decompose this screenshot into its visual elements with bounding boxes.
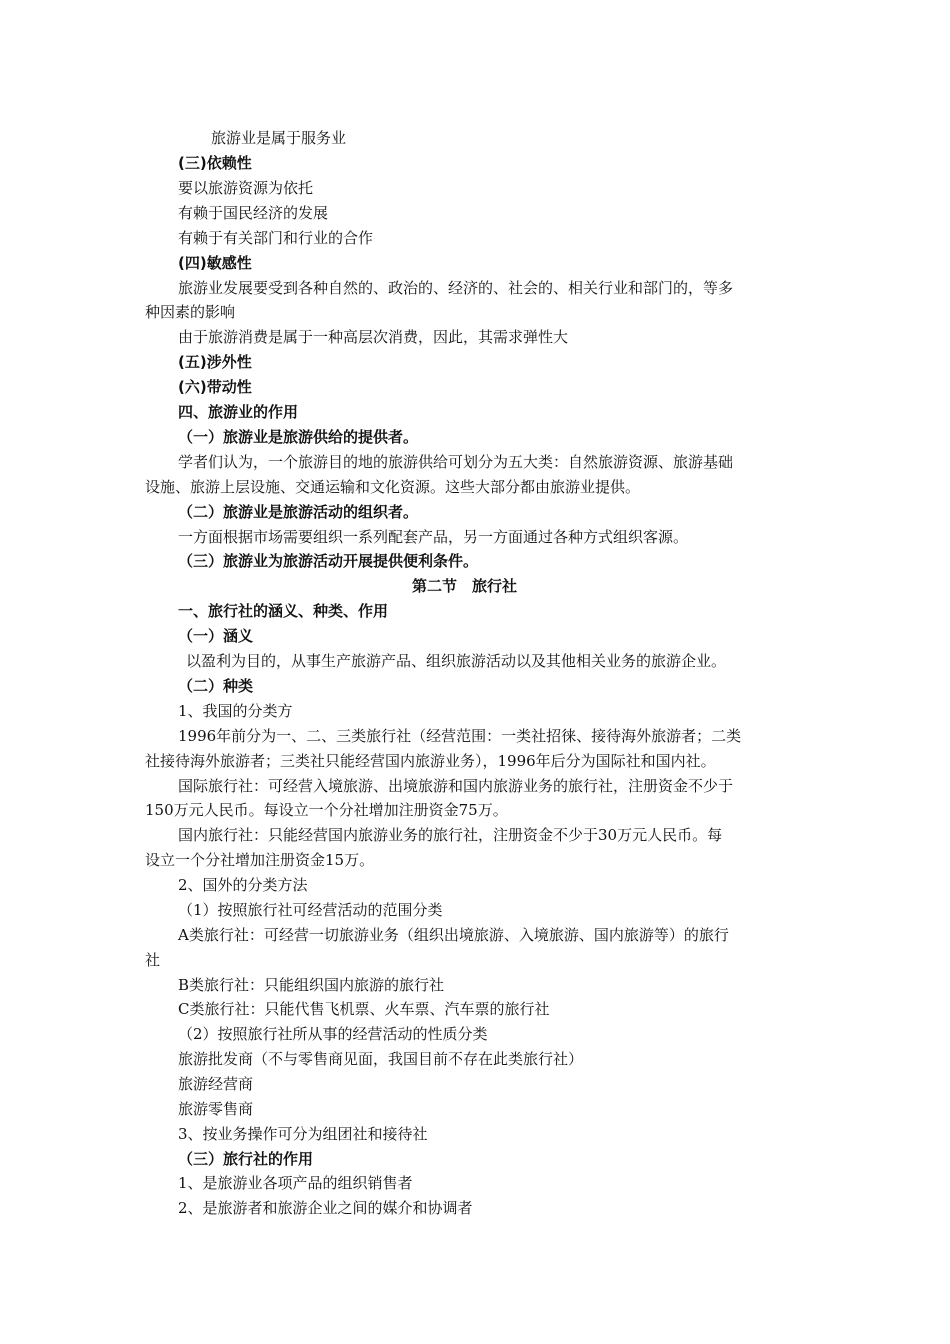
text-line: 要以旅游资源为依托	[178, 179, 314, 197]
text-line: 2、是旅游者和旅游企业之间的媒介和协调者	[178, 1199, 473, 1217]
heading: （二）旅游业是旅游活动的组织者。	[178, 503, 419, 521]
text-line: 旅游业发展要受到各种自然的、政治的、经济的、社会的、相关行业和部门的，等多	[178, 279, 734, 297]
text-line: 1、我国的分类方	[178, 702, 293, 720]
text-line: 3、按业务操作可分为组团社和接待社	[178, 1125, 428, 1143]
text-line: 种因素的影响	[145, 303, 236, 321]
text-line: 国际旅行社：可经营入境旅游、出境旅游和国内旅游业务的旅行社，注册资金不少于	[178, 777, 734, 795]
text-line: 有赖于有关部门和行业的合作	[178, 229, 374, 247]
heading: （二）种类	[178, 677, 254, 695]
heading: （一）旅游业是旅游供给的提供者。	[178, 428, 419, 446]
heading: (四)敏感性	[178, 254, 252, 272]
text-line: 设立一个分社增加注册资金15万。	[145, 851, 375, 869]
section-title: 第二节 旅行社	[412, 577, 518, 595]
text-line: 150万元人民币。每设立一个分社增加注册资金75万。	[145, 801, 508, 819]
text-line: 设施、旅游上层设施、交通运输和文化资源。这些大部分都由旅游业提供。	[145, 478, 641, 496]
heading: (六)带动性	[178, 378, 252, 396]
text-line: C类旅行社：只能代售飞机票、火车票、汽车票的旅行社	[178, 1000, 550, 1018]
heading: （三）旅游业为旅游活动开展提供便利条件。	[178, 552, 479, 570]
heading: 一、旅行社的涵义、种类、作用	[178, 602, 389, 620]
heading: 四、旅游业的作用	[178, 403, 299, 421]
text-line: 一方面根据市场需要组织一系列配套产品，另一方面通过各种方式组织客源。	[178, 528, 689, 546]
heading: （三）旅行社的作用	[178, 1150, 314, 1168]
text-line: 2、国外的分类方法	[178, 876, 308, 894]
text-line: 以盈利为目的，从事生产旅游产品、组织旅游活动以及其他相关业务的旅游企业。	[186, 652, 727, 670]
text-line: 1、是旅游业各项产品的组织销售者	[178, 1174, 413, 1192]
text-line: 旅游经营商	[178, 1075, 254, 1093]
text-line: （2）按照旅行社所从事的经营活动的性质分类	[178, 1025, 488, 1043]
heading: （一）涵义	[178, 627, 254, 645]
heading: (三)依赖性	[178, 154, 252, 172]
text-line: 旅游业是属于服务业	[211, 129, 347, 147]
text-line: 旅游零售商	[178, 1100, 254, 1118]
text-line: 学者们认为，一个旅游目的地的旅游供给可划分为五大类：自然旅游资源、旅游基础	[178, 453, 734, 471]
text-line: 1996年前分为一、二、三类旅行社（经营范围：一类社招徕、接待海外旅游者；二类	[178, 727, 742, 745]
text-line: 社	[145, 951, 161, 969]
text-line: A类旅行社：可经营一切旅游业务（组织出境旅游、入境旅游、国内旅游等）的旅行	[178, 926, 729, 944]
text-line: 有赖于国民经济的发展	[178, 204, 329, 222]
text-line: 由于旅游消费是属于一种高层次消费，因此，其需求弹性大	[178, 328, 569, 346]
text-line: （1）按照旅行社可经营活动的范围分类	[178, 901, 443, 919]
text-line: 国内旅行社：只能经营国内旅游业务的旅行社，注册资金不少于30万元人民币。每	[178, 826, 723, 844]
text-line: 旅游批发商（不与零售商见面，我国目前不存在此类旅行社）	[178, 1050, 584, 1068]
text-line: 社接待海外旅游者；三类社只能经营国内旅游业务），1996年后分为国际社和国内社。	[145, 752, 716, 770]
heading: (五)涉外性	[178, 353, 252, 371]
text-line: B类旅行社：只能组织国内旅游的旅行社	[178, 976, 445, 994]
